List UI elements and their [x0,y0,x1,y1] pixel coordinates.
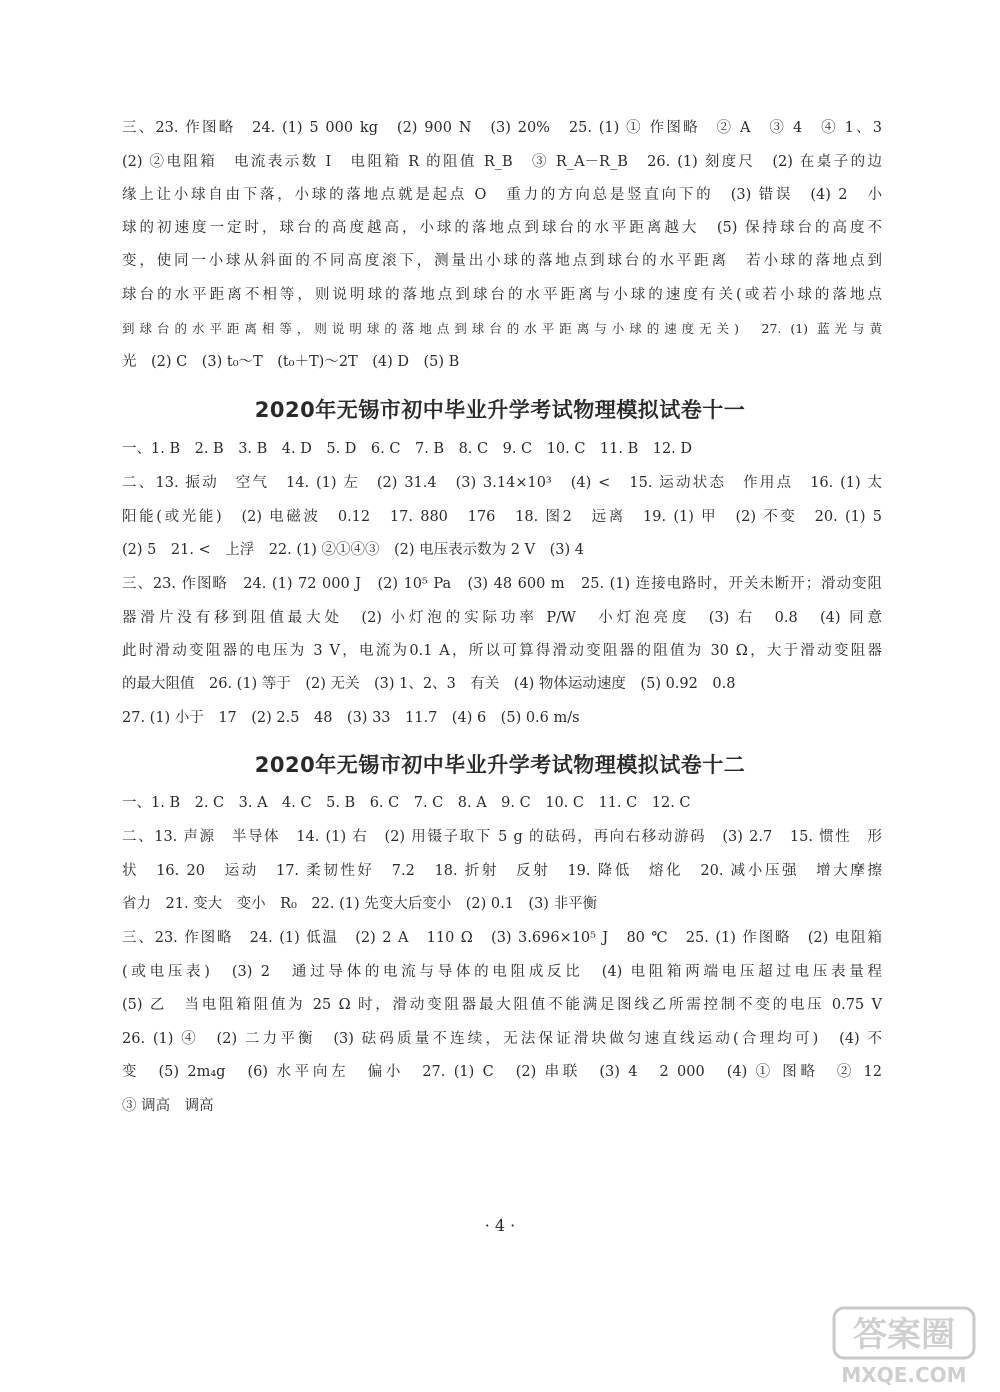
text-line: (5) 乙 当电阻箱阻值为 25 Ω 时，滑动变阻器最大阻值不能满足图线乙所需控制不变的电压 0.75 V [122,997,882,1013]
text-line: 26. (1) ④ (2) 二力平衡 (3) 砝码质量不连续，无法保证滑块做匀速直线运动(合理均可) (4) 不 [122,1031,882,1047]
text-line: 的最大阻值 26. (1) 等于 (2) 无关 (3) 1、2、3 有关 (4) 物体运动速度 (5) 0.92 0.8 [122,676,736,692]
text-line: 光 (2) C (3) t₀～T (t₀＋T)～2T (4) D (5) B [122,354,460,370]
text-line: (2) 5 21. < 上浮 22. (1) ②①④③ (2) 电压表示数为 2 V (3) 4 [122,542,584,558]
text-line: 阳能(或光能) (2) 电磁波 0.12 17. 880 176 18. 图2 远离 19. (1) 甲 (2) 不变 20. (1) 5 [122,509,882,525]
section11-title: 2020年无锡市初中毕业升学考试物理模拟试卷十一 [254,398,746,422]
text-line: (2) ②电阻箱 电流表示数 I 电阻箱 R 的阻值 R_B ③ R_A－R_B 26. (1) 刻度尺 (2) 在桌子的边 [122,154,882,170]
text-line: 球的初速度一定时，球台的高度越高，小球的落地点到球台的水平距离越大 (5) 保持球台的高度不 [122,220,882,236]
text-line: 缘上让小球自由下落，小球的落地点就是起点 O 重力的方向总是竖直向下的 (3) 错误 (4) 2 小 [122,187,882,203]
page-number: · 4 · [484,1216,516,1235]
text-line: 一、1. B 2. C 3. A 4. C 5. B 6. C 7. C 8. A 9. C 10. C 11. C 12. C [122,795,691,811]
text-line: 到球台的水平距离相等，则说明球的落地点到球台的水平距离与小球的速度无关) 27. (1) 蓝光与黄 [122,321,882,336]
text-line: 三、23. 作图略 24. (1) 5 000 kg (2) 900 N (3) 20% 25. (1) ① 作图略 ② A ③ 4 ④ 1、3 [122,120,882,136]
text-line: 一、1. B 2. B 3. B 4. D 5. D 6. C 7. B 8. C 9. C 10. C 11. B 12. D [122,441,693,457]
text-line: 变，使同一小球从斜面的不同高度滚下，测量出小球的落地点到球台的水平距离 若小球的落地点到 [122,253,882,269]
text-line: 变 (5) 2m₄g (6) 水平向左 偏小 27. (1) C (2) 串联 (3) 4 2 000 (4) ① 图略 ② 12 [122,1064,882,1080]
svg-text:MXQE.COM: MXQE.COM [841,1363,967,1387]
text-line: 省力 21. 变大 变小 R₀ 22. (1) 先变大后变小 (2) 0.1 (3) 非平衡 [122,896,598,912]
svg-text:答案圈: 答案圈 [853,1315,955,1355]
text-line: 二、13. 振动 空气 14. (1) 左 (2) 31.4 (3) 3.14×10³ (4) < 15. 运动状态 作用点 16. (1) 太 [122,475,882,491]
text-line: 三、23. 作图略 24. (1) 72 000 J (2) 10⁵ Pa (3) 48 600 m 25. (1) 连接电路时，开关未断开；滑动变阻 [122,576,882,592]
text-line: (或电压表) (3) 2 通过导体的电流与导体的电阻成反比 (4) 电阻箱两端电压超过电压表量程 [122,964,882,980]
section12-title: 2020年无锡市初中毕业升学考试物理模拟试卷十二 [254,753,746,777]
text-line: 球台的水平距离不相等，则说明球的落地点到球台的水平距离与小球的速度有关(或若小球的落地点 [122,287,882,303]
text-line: 此时滑动变阻器的电压为 3 V，电流为0.1 A，所以可算得滑动变阻器的阻值为 30 Ω，大于滑动变阻器 [122,643,882,659]
text-line: ③ 调高 调高 [122,1098,214,1114]
text-line: 二、13. 声源 半导体 14. (1) 右 (2) 用镊子取下 5 g 的砝码，再向右移动游码 (3) 2.7 15. 惯性 形 [122,829,882,845]
text-line: 27. (1) 小于 17 (2) 2.5 48 (3) 33 11.7 (4) 6 (5) 0.6 m/s [122,710,580,726]
text-line: 状 16. 20 运动 17. 柔韧性好 7.2 18. 折射 反射 19. 降低 熔化 20. 减小压强 增大摩擦 [122,863,882,879]
watermark-logo [828,1304,978,1388]
text-line: 器滑片没有移到阻值最大处 (2) 小灯泡的实际功率 P/W 小灯泡亮度 (3) 右 0.8 (4) 同意 [122,610,882,626]
text-line: 三、23. 作图略 24. (1) 低温 (2) 2 A 110 Ω (3) 3.696×10⁵ J 80 ℃ 25. (1) 作图略 (2) 电阻箱 [122,930,882,946]
